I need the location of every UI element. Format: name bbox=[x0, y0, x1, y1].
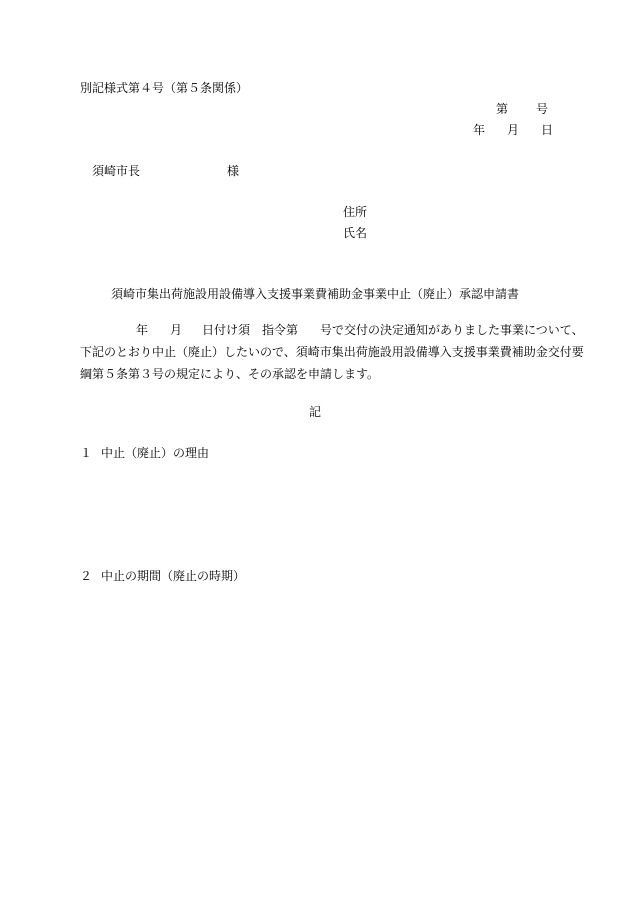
applicant-name-label: 氏名 bbox=[343, 226, 368, 240]
date-line bbox=[473, 124, 553, 136]
addressee bbox=[92, 165, 239, 177]
item-number: １ bbox=[80, 446, 93, 460]
body-line-1 bbox=[80, 319, 584, 341]
addressee-honorific: 様 bbox=[227, 164, 240, 178]
addressee-name: 須崎市長 bbox=[92, 164, 141, 178]
body-paragraph bbox=[80, 319, 584, 385]
number-line bbox=[496, 103, 548, 115]
item-2 bbox=[80, 570, 245, 582]
date-year: 年 bbox=[473, 123, 486, 137]
item-number: ２ bbox=[80, 569, 93, 583]
body-date-ref: 日付け須 指令第 bbox=[202, 323, 299, 337]
ki-heading: 記 bbox=[308, 405, 321, 419]
applicant-address-label: 住所 bbox=[343, 205, 368, 219]
date-day: 日 bbox=[541, 123, 554, 137]
number-suffix: 号 bbox=[536, 102, 549, 116]
item-1 bbox=[80, 447, 209, 459]
number-prefix: 第 bbox=[496, 102, 509, 116]
body-year: 年 bbox=[136, 323, 149, 337]
body-line-3: 綱第５条第３号の規定により、その承認を申請します。 bbox=[80, 367, 380, 381]
body-month: 月 bbox=[170, 323, 183, 337]
item-label: 中止（廃止）の理由 bbox=[101, 446, 210, 460]
item-label: 中止の期間（廃止の時期） bbox=[101, 569, 246, 583]
body-line1-rest: 号で交付の決定通知がありました事業について、 bbox=[320, 323, 584, 337]
body-line-2: 下記のとおり中止（廃止）したいので、須崎市集出荷施設用設備導入支援事業費補助金交付要 bbox=[80, 345, 584, 359]
document-title: 須崎市集出荷施設用設備導入支援事業費補助金事業中止（廃止）承認申請書 bbox=[110, 287, 519, 301]
form-label: 別記様式第４号（第５条関係） bbox=[80, 81, 249, 95]
date-month: 月 bbox=[507, 123, 520, 137]
